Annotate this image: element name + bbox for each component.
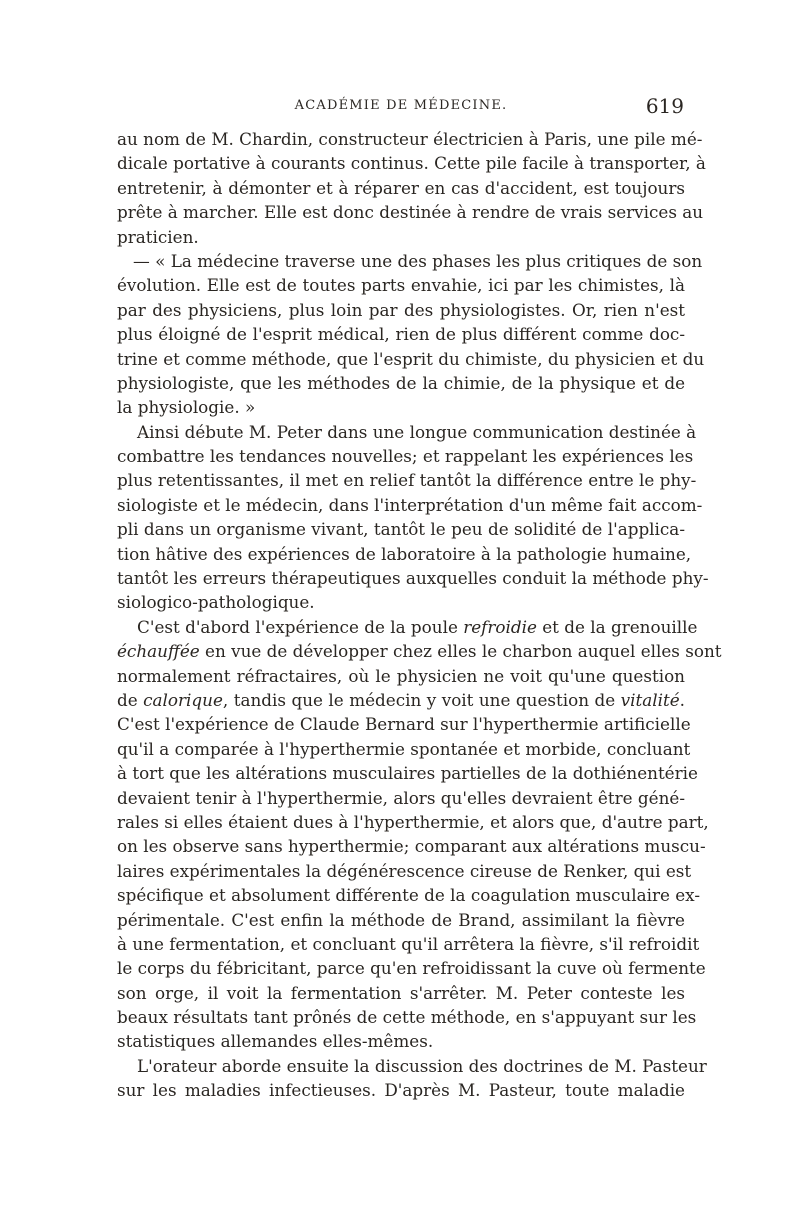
page-number: 619 <box>645 94 684 118</box>
running-title: ACADÉMIE DE MÉDECINE. <box>294 98 508 113</box>
text-line: dicale portative à courants continus. Cette pile facile à transporter, à <box>117 153 706 174</box>
text-line: pli dans un organisme vivant, tantôt le peu de solidité de l'applica- <box>117 519 685 540</box>
text-line: — « La médecine traverse une des phases les plus critiques de son <box>133 250 703 271</box>
text-line: praticien. <box>117 226 199 247</box>
text-line: entretenir, à démonter et à réparer en cas d'accident, est toujours <box>117 177 685 198</box>
text-line: siologiste et le médecin, dans l'interprétation d'un même fait accom- <box>117 494 703 515</box>
text-line: spécifique et absolument différente de la coagulation musculaire ex- <box>117 885 701 906</box>
text-line: prête à marcher. Elle est donc destinée à rendre de vrais services au <box>117 202 704 223</box>
text-line: plus retentissantes, il met en relief tantôt la différence entre le phy- <box>117 470 697 491</box>
text-line: tantôt les erreurs thérapeutiques auxquelles conduit la méthode phy- <box>117 568 709 589</box>
text-line: siologico-pathologique. <box>117 592 315 613</box>
text-line: évolution. Elle est de toutes parts envahie, ici par les chimistes, là <box>117 275 685 296</box>
text-line: rales si elles étaient dues à l'hyperthermie, et alors que, d'autre part, <box>117 811 709 832</box>
text-line: combattre les tendances nouvelles; et rappelant les expériences les <box>117 446 694 467</box>
text-line: qu'il a comparée à l'hyperthermie spontanée et morbide, concluant <box>117 738 691 759</box>
text-line: le corps du fébricitant, parce qu'en refroidissant la cuve où fermente <box>117 958 706 979</box>
text-line: de calorique, tandis que le médecin y voit une question de vitalité. <box>117 689 685 710</box>
text-line: C'est l'expérience de Claude Bernard sur l'hyperthermie artificielle <box>117 714 691 735</box>
text-line: à une fermentation, et concluant qu'il arrêtera la fièvre, s'il refroidit <box>117 933 700 954</box>
text-line: normalement réfractaires, où le physicien ne voit qu'une question <box>117 665 685 686</box>
text-line: plus éloigné de l'esprit médical, rien de plus différent comme doc- <box>117 324 685 345</box>
text-line: C'est d'abord l'expérience de la poule refroidie et de la grenouille <box>137 616 698 637</box>
text-line: L'orateur aborde ensuite la discussion des doctrines de M. Pasteur <box>137 1055 707 1076</box>
text-line: sur les maladies infectieuses. D'après M. Pasteur, toute maladie <box>117 1080 685 1101</box>
text-line: physiologiste, que les méthodes de la chimie, de la physique et de <box>117 372 685 393</box>
text-line: à tort que les altérations musculaires partielles de la dothiénentérie <box>117 763 698 784</box>
text-line: beaux résultats tant prônés de cette méthode, en s'appuyant sur les <box>117 1007 697 1028</box>
text-line: on les observe sans hyperthermie; comparant aux altérations muscu- <box>117 836 706 857</box>
text-line: tion hâtive des expériences de laboratoire à la pathologie humaine, <box>117 543 692 564</box>
text-line: échauffée en vue de développer chez elles le charbon auquel elles sont <box>117 641 722 662</box>
text-line: laires expérimentales la dégénérescence cireuse de Renker, qui est <box>117 860 692 881</box>
running-head <box>118 94 684 120</box>
text-line: statistiques allemandes elles-mêmes. <box>117 1031 434 1052</box>
text-line: devaient tenir à l'hyperthermie, alors qu'elles devraient être géné- <box>117 787 685 808</box>
text-line: au nom de M. Chardin, constructeur électricien à Paris, une pile mé- <box>117 129 703 149</box>
text-line: son orge, il voit la fermentation s'arrêter. M. Peter conteste les <box>117 982 685 1003</box>
text-line: par des physiciens, plus loin par des physiologistes. Or, rien n'est <box>117 299 685 320</box>
text-line: Ainsi débute M. Peter dans une longue communication destinée à <box>137 421 697 442</box>
text-line: périmentale. C'est enfin la méthode de Brand, assimilant la fièvre <box>117 909 685 930</box>
body-text <box>117 127 722 1103</box>
text-line: la physiologie. » <box>117 397 256 418</box>
text-line: trine et comme méthode, que l'esprit du chimiste, du physicien et du <box>117 348 705 369</box>
